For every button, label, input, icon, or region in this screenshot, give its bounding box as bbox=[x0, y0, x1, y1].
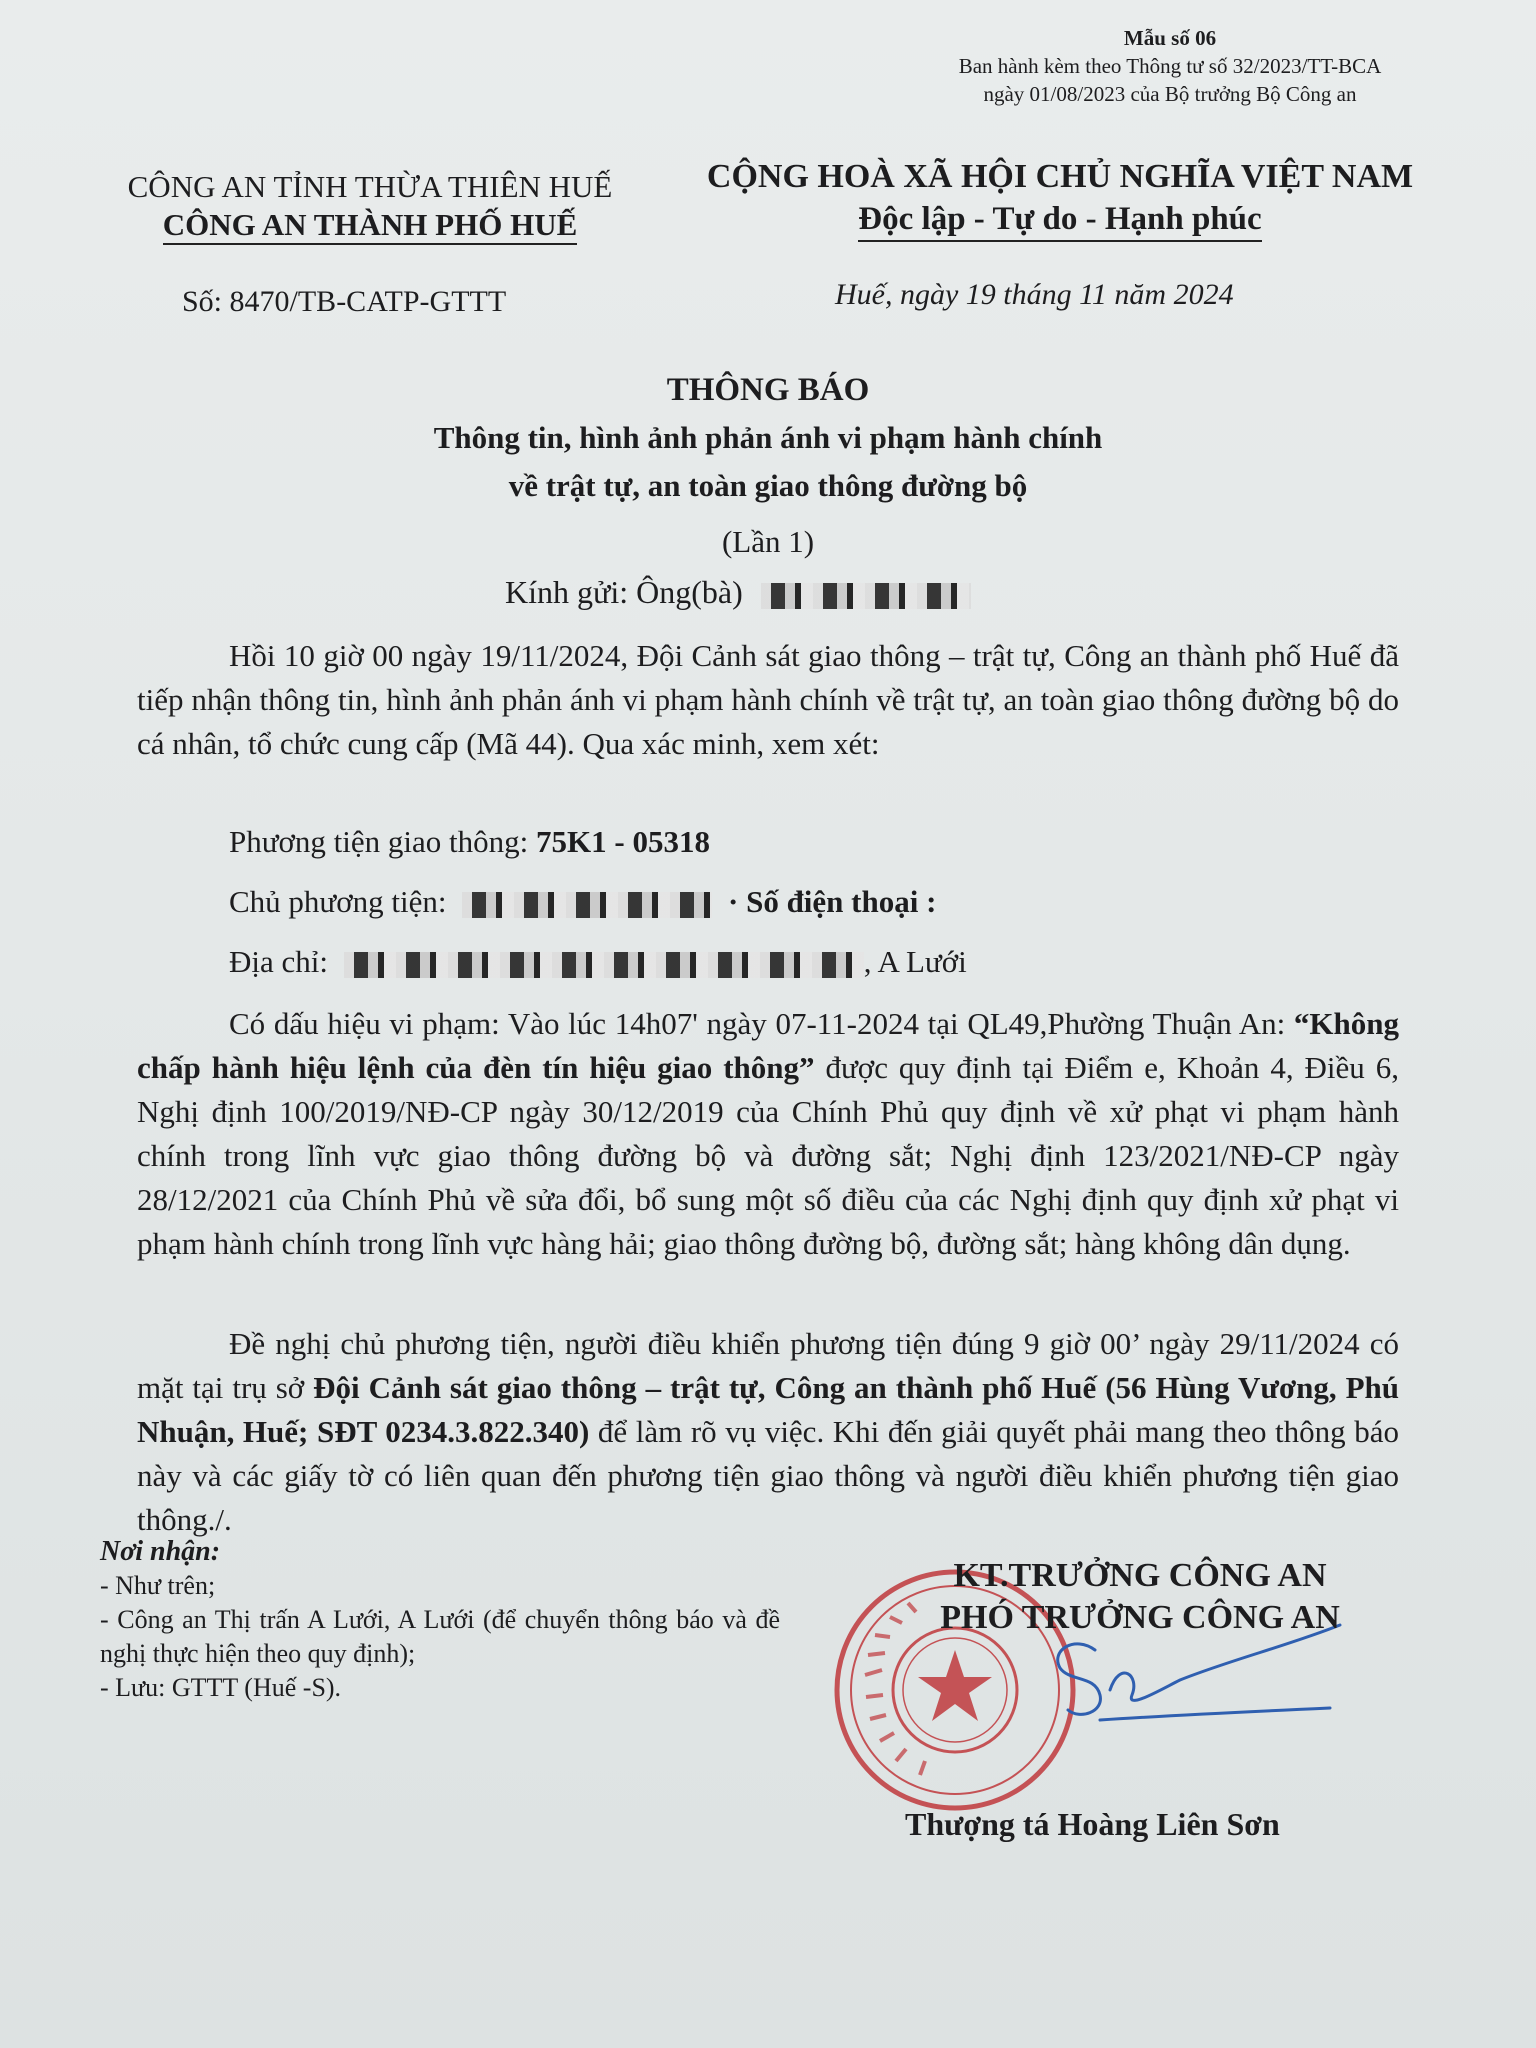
form-issued-line-1: Ban hành kèm theo Thông tư số 32/2023/TT-BCA bbox=[958, 54, 1382, 78]
address-suffix: , A Lưới bbox=[863, 944, 967, 979]
phone-label: · Số điện thoại : bbox=[727, 884, 937, 919]
violation-prefix: Có dấu hiệu vi phạm: Vào lúc 14h07' ngày 07-11-2024 tại QL49,Phường Thuận An: bbox=[229, 1006, 1294, 1041]
agency-name: CÔNG AN THÀNH PHỐ HUẾ bbox=[163, 207, 578, 245]
document-subtitle-2: về trật tự, an toàn giao thông đường bộ bbox=[508, 468, 1028, 503]
vehicle-plate: 75K1 - 05318 bbox=[536, 824, 710, 859]
request-paragraph bbox=[137, 1322, 1399, 1542]
form-header bbox=[880, 24, 1460, 108]
nation-name: CỘNG HOÀ XÃ HỘI CHỦ NGHĨA VIỆT NAM bbox=[706, 158, 1414, 195]
violation-offense: “Không chấp hành hiệu lệnh của đèn tín hiệu giao thông” bbox=[137, 1006, 1399, 1085]
nation-header bbox=[690, 156, 1430, 242]
document-number: Số: 8470/TB-CATP-GTTT bbox=[182, 285, 507, 318]
recipient-label: Kính gửi: Ông(bà) bbox=[505, 574, 743, 610]
address-label: Địa chỉ: bbox=[229, 944, 328, 979]
form-code: Mẫu số 06 bbox=[1123, 26, 1217, 50]
agency-header bbox=[90, 168, 650, 245]
address-field bbox=[229, 940, 967, 984]
signer-name: Thượng tá Hoàng Liên Sơn bbox=[905, 1806, 1280, 1842]
owner-label: Chủ phương tiện: bbox=[229, 884, 447, 919]
vehicle-label: Phương tiện giao thông: bbox=[229, 824, 529, 859]
recipient-item: - Công an Thị trấn A Lưới, A Lưới (để chuyển thông báo và đề nghị thực hiện theo quy định); bbox=[100, 1605, 780, 1668]
request-suffix: để làm rõ vụ việc. Khi đến giải quyết phải mang theo thông báo này và các giấy tờ có liên quan đến phương tiện giao thông và người điều khiển phương tiện giao thông./. bbox=[137, 1414, 1399, 1537]
signer-title-1: KT.TRƯỞNG CÔNG AN bbox=[953, 1557, 1327, 1594]
recipients-block bbox=[100, 1535, 780, 1705]
signer-title-2: PHÓ TRƯỞNG CÔNG AN bbox=[940, 1599, 1340, 1636]
attempt-number: (Lần 1) bbox=[721, 524, 815, 559]
document-subtitle-1: Thông tin, hình ảnh phản ánh vi phạm hành chính bbox=[433, 420, 1103, 455]
recipient-line bbox=[505, 574, 971, 611]
signer-title-block bbox=[870, 1555, 1410, 1639]
violation-paragraph bbox=[137, 1002, 1399, 1266]
violation-suffix: được quy định tại Điểm e, Khoản 4, Điều 6, Nghị định 100/2019/NĐ-CP ngày 30/12/2019 của Chính Phủ quy định về xử phạt vi phạm hành chính trong lĩnh vực giao thông đường bộ và đường sắt; Nghị định 123/2021/NĐ-CP ngày 28/12/2021 của Chính Phủ về sửa đổi, bổ sung một số điều của các Nghị định quy định xử phạt vi phạm hành chính trong lĩnh vực hàng hải; giao thông đường bộ, đường sắt; hàng không dân dụng. bbox=[137, 1050, 1400, 1261]
document-date: Huế, ngày 19 tháng 11 năm 2024 bbox=[835, 278, 1234, 311]
recipient-item: - Lưu: GTTT (Huế -S). bbox=[100, 1673, 342, 1702]
redacted-address bbox=[344, 952, 864, 978]
title-block bbox=[300, 366, 1236, 570]
recipient-item: - Như trên; bbox=[100, 1571, 216, 1600]
form-issued-line-2: ngày 01/08/2023 của Bộ trưởng Bộ Công an bbox=[983, 82, 1357, 106]
request-prefix: Đề nghị chủ phương tiện, người điều khiển phương tiện đúng 9 giờ 00’ ngày 29/11/2024 có mặt tại trụ sở bbox=[137, 1326, 1399, 1405]
recipients-heading: Nơi nhận: bbox=[100, 1536, 221, 1567]
redacted-owner-name bbox=[462, 892, 712, 918]
intro-paragraph: Hồi 10 giờ 00 ngày 19/11/2024, Đội Cảnh sát giao thông – trật tự, Công an thành phố Huế đã tiếp nhận thông tin, hình ảnh phản ánh vi phạm hành chính về trật tự, an toàn giao thông đường bộ do cá nhân, tổ chức cung cấp (Mã 44). Qua xác minh, xem xét: bbox=[137, 638, 1399, 761]
request-office: Đội Cảnh sát giao thông – trật tự, Công an thành phố Huế (56 Hùng Vương, Phú Nhuận, Huế; SĐT 0234.3.822.340) bbox=[137, 1370, 1399, 1449]
signature-icon bbox=[1040, 1620, 1350, 1760]
document-title: THÔNG BÁO bbox=[666, 372, 870, 408]
nation-motto: Độc lập - Tự do - Hạnh phúc bbox=[858, 198, 1261, 242]
owner-field bbox=[229, 880, 936, 924]
vehicle-field bbox=[229, 820, 710, 864]
agency-parent: CÔNG AN TỈNH THỪA THIÊN HUẾ bbox=[127, 169, 613, 204]
redacted-recipient-name bbox=[761, 583, 971, 609]
